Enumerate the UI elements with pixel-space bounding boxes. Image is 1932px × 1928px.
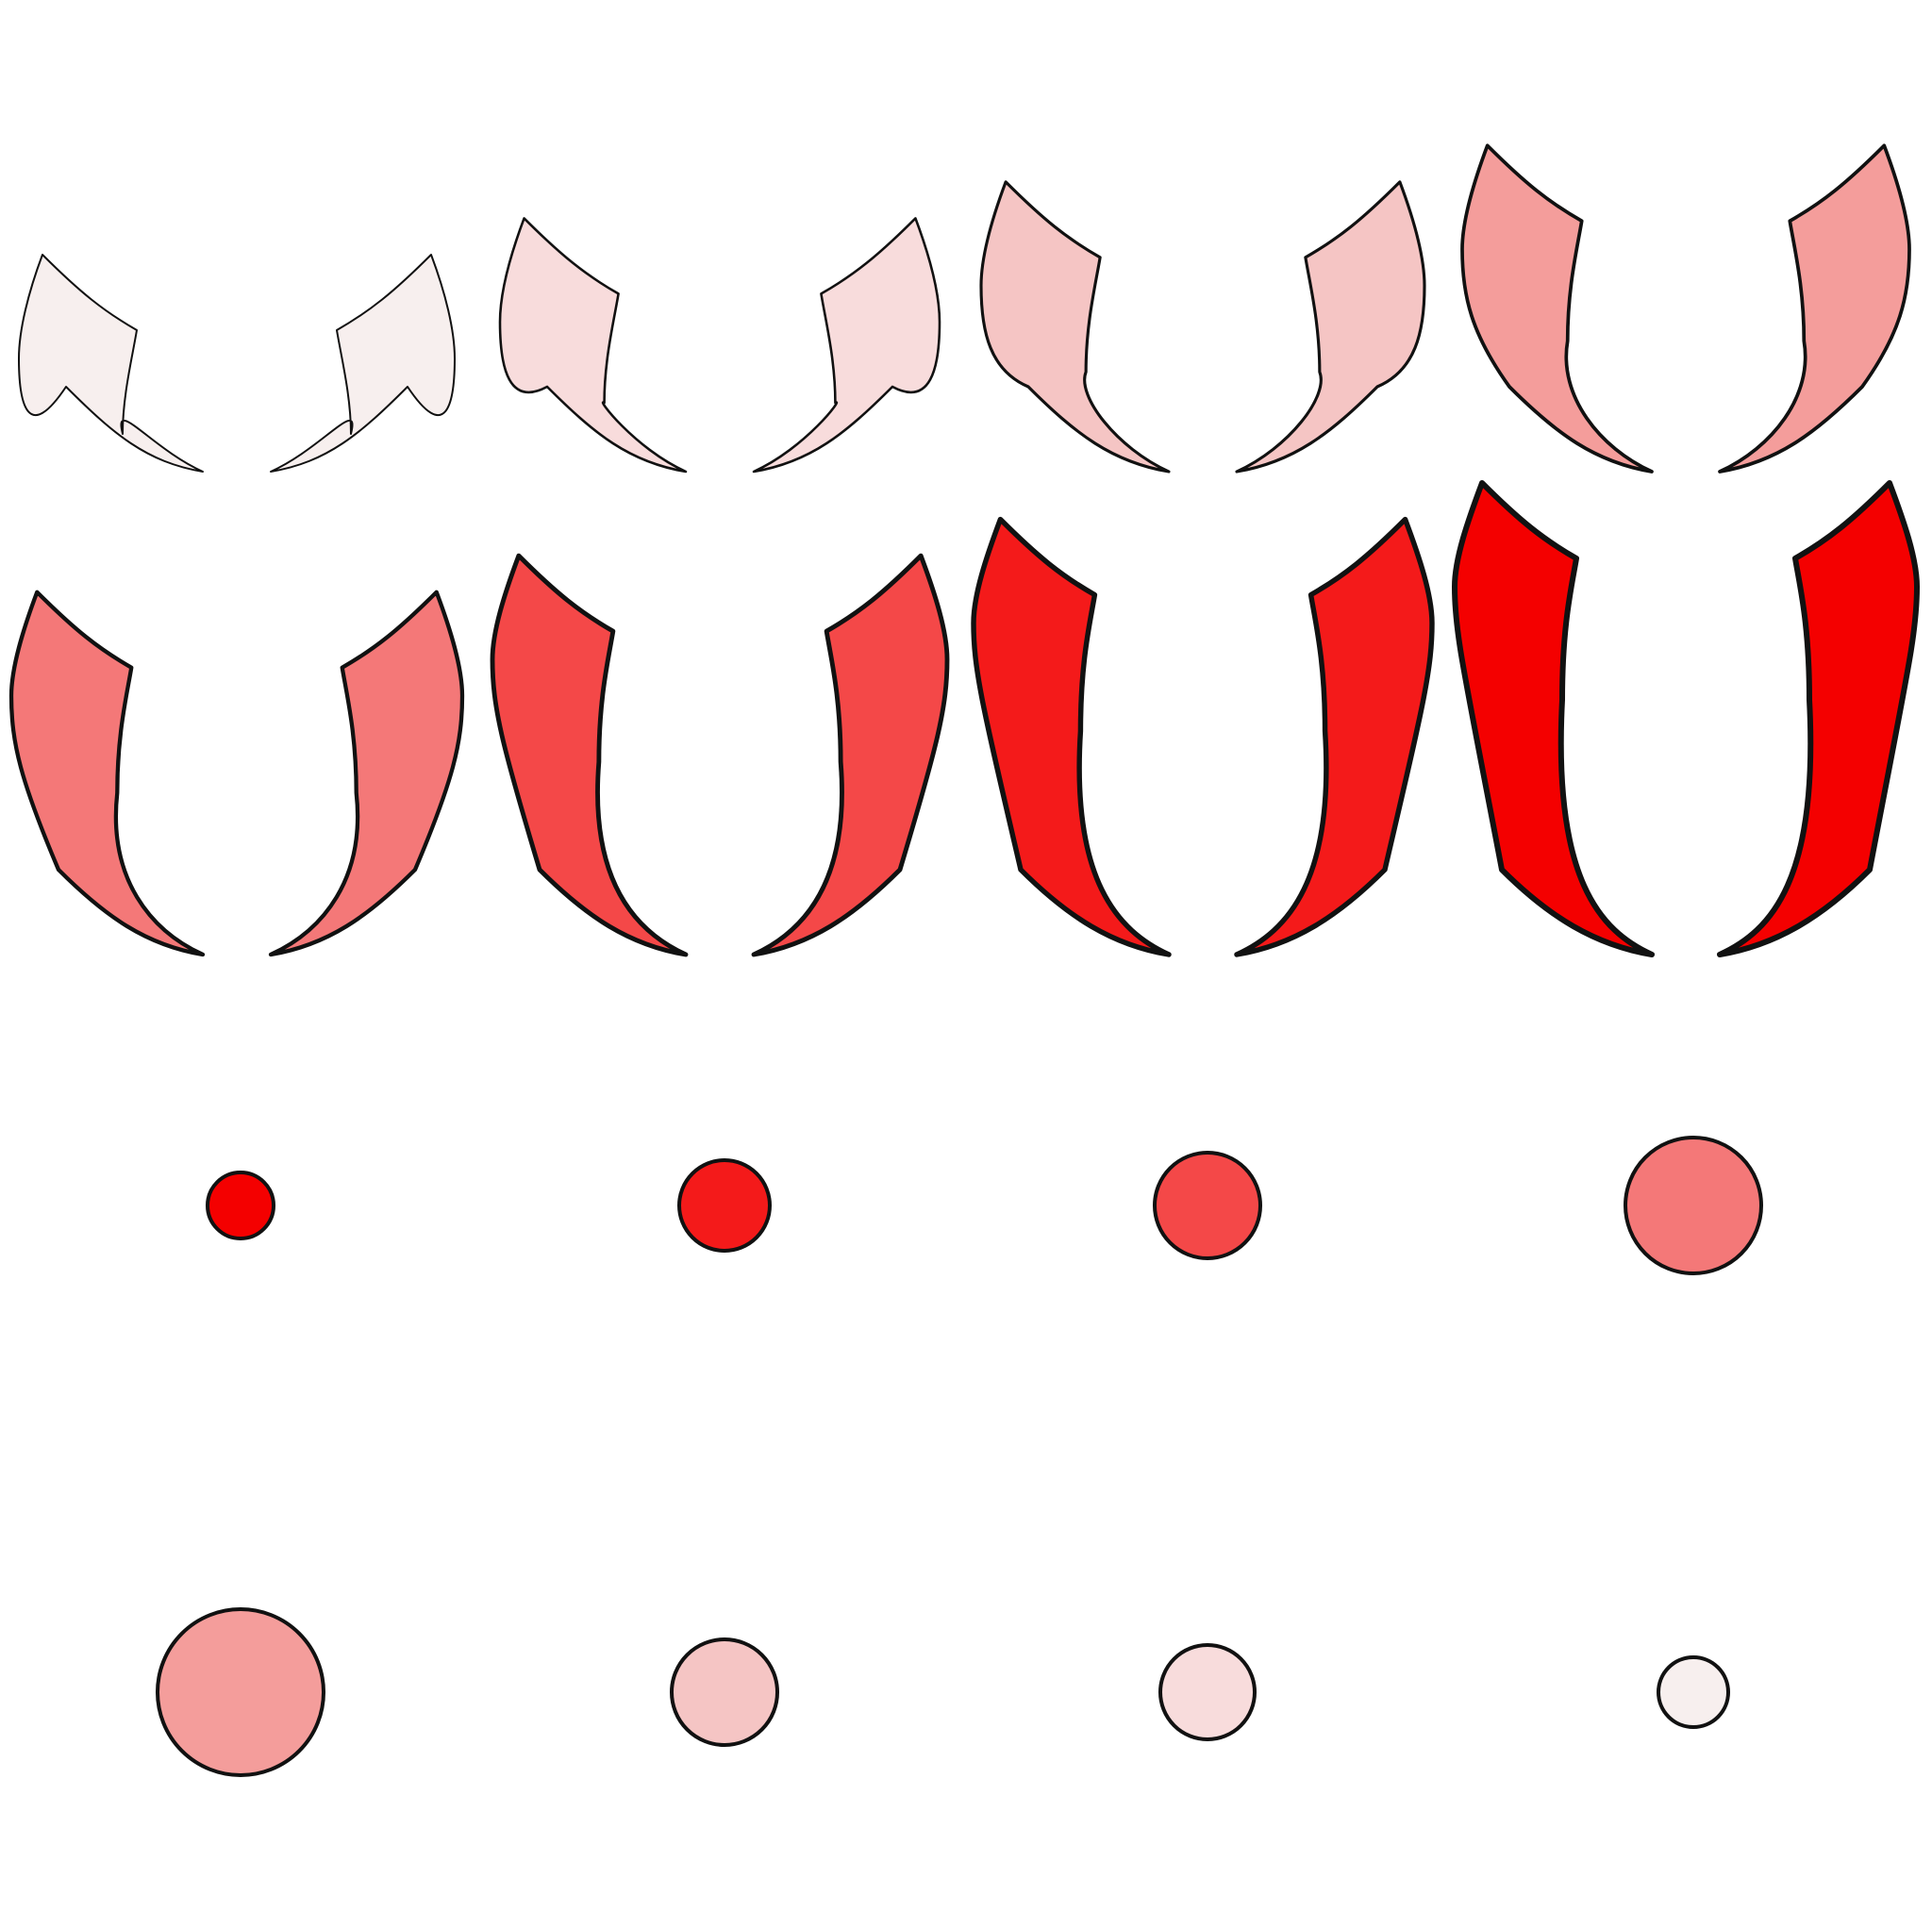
circle-frame-2 xyxy=(679,1160,770,1251)
circle-frame-5 xyxy=(158,1609,324,1775)
circle-frame-4 xyxy=(1625,1138,1761,1273)
circle-frame-7 xyxy=(1160,1645,1255,1739)
circle-frame-6 xyxy=(672,1639,777,1745)
circle-frame-1 xyxy=(208,1172,274,1238)
circle-frame-3 xyxy=(1155,1153,1260,1258)
circle-frame-8 xyxy=(1658,1657,1728,1727)
